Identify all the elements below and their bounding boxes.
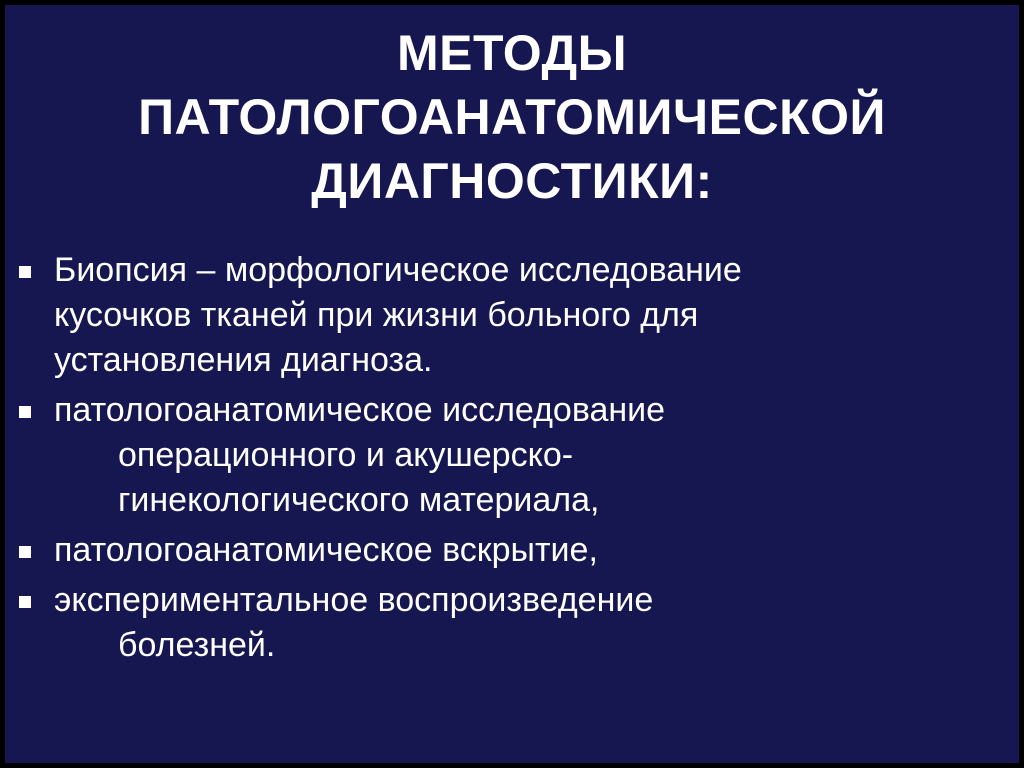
bullet-item-autopsy xyxy=(5,528,1019,573)
title-line: МЕТОДЫ xyxy=(396,25,628,81)
square-bullet-icon xyxy=(19,266,31,278)
bullet-text-line: патологоанатомическое исследование xyxy=(54,391,666,429)
bullet-text-line: установления диагноза. xyxy=(54,341,433,379)
bullet-item-experimental xyxy=(5,578,1019,668)
square-bullet-icon xyxy=(19,406,31,418)
bullet-list xyxy=(5,248,1019,673)
bullet-text-line: гинекологического материала, xyxy=(118,481,600,519)
bullet-text-line: операционного и акушерско- xyxy=(118,436,574,474)
slide-title xyxy=(5,21,1019,213)
bullet-text-line: патологоанатомическое вскрытие, xyxy=(54,531,598,569)
bullet-item-biopsy xyxy=(5,248,1019,383)
bullet-text-line: болезней. xyxy=(118,626,276,664)
slide xyxy=(5,5,1019,763)
bullet-text-line: Биопсия – морфологическое исследование xyxy=(54,251,742,289)
square-bullet-icon xyxy=(19,546,31,558)
bullet-item-surgical-material xyxy=(5,388,1019,523)
square-bullet-icon xyxy=(19,596,31,608)
bullet-text-line: кусочков тканей при жизни больного для xyxy=(54,296,699,334)
title-line: ДИАГНОСТИКИ: xyxy=(311,153,713,209)
title-line: ПАТОЛОГОАНАТОМИЧЕСКОЙ xyxy=(138,89,886,145)
bullet-text-line: экспериментальное воспроизведение xyxy=(54,581,654,619)
